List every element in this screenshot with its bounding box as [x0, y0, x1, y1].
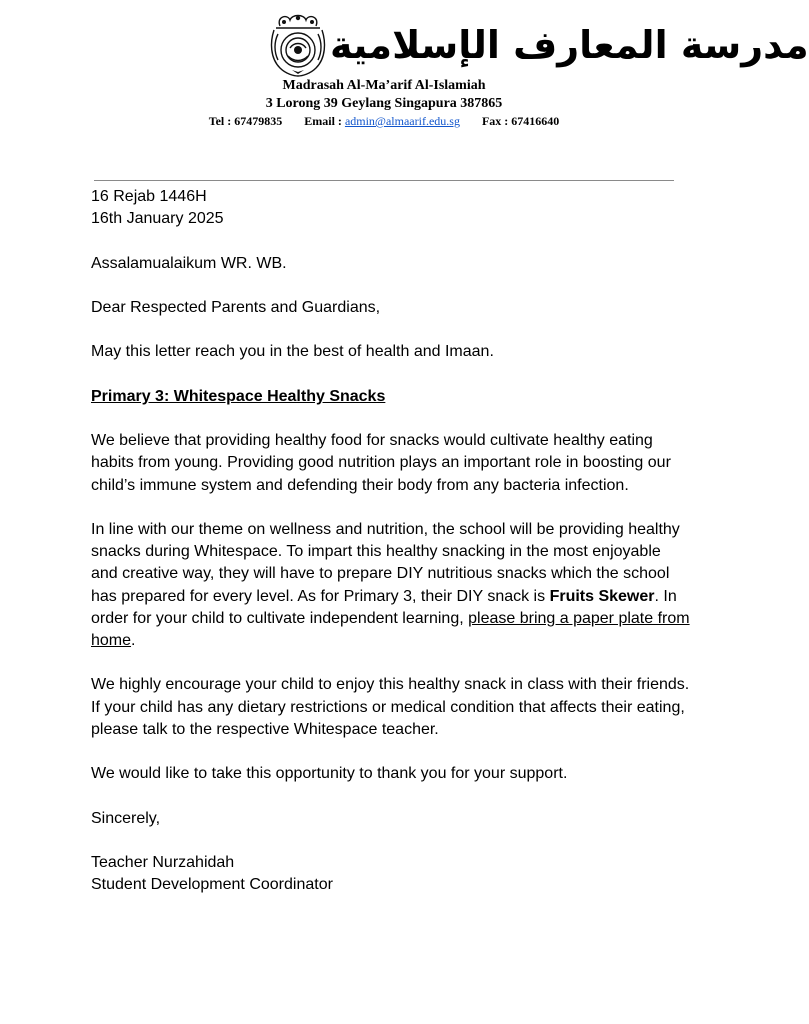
header-divider [94, 180, 674, 181]
gregorian-date: 16th January 2025 [91, 210, 224, 228]
school-name: Madrasah Al-Ma’arif Al-Islamiah [282, 78, 486, 93]
letter-title: Primary 3: Whitespace Healthy Snacks [91, 387, 386, 405]
logo [268, 12, 809, 80]
signatory-name: Teacher Nurzahidah [91, 853, 235, 871]
school-address: 3 Lorong 39 Geylang Singapura 387865 [265, 96, 503, 111]
snack-mid-text: . In order for your child to cultivate independent learning, [91, 587, 677, 627]
opening-line: May this letter reach you in the best of health and Imaan. [91, 343, 494, 361]
greeting: Assalamualaikum WR. WB. [91, 254, 287, 272]
thanks-line: We would like to take this opportunity to thank you for your support. [91, 765, 568, 783]
snack-name: Fruits Skewer [549, 587, 655, 605]
paragraph-encouragement: We highly encourage your child to enjoy this healthy snack in class with their friends. If your child has any dietary restrictions or medical condition that affects their eating, please talk to the respective Whitespace teacher. [91, 676, 690, 738]
snack-intro-text: In line with our theme on wellness and nutrition, the school will be providing healthy snacks during Whitespace. To impart this healthy snacking in the most enjoyable and creative way, they will have to prepare DIY nutritious snacks which the school has prepared for every level. As for Primary 3, their DIY snack is [91, 520, 680, 605]
signatory-title: Student Development Coordinator [91, 876, 333, 894]
letterhead [0, 10, 809, 132]
closing: Sincerely, [91, 809, 161, 827]
paper-plate-request: please bring a paper plate from home [91, 609, 690, 649]
arabic-school-name: مدرسة المعارف الإسلامية [330, 23, 809, 67]
paragraph-nutrition: We believe that providing healthy food for snacks would cultivate healthy eating habits from young. Providing good nutrition plays an important role in boosting our child’s immune system and defending their body from any bacteria infection. [91, 432, 671, 494]
snack-end-text: . [131, 631, 136, 649]
contact-line [0, 114, 768, 129]
paragraph-snack-details [91, 519, 691, 652]
tel-label: Tel : [208, 114, 232, 128]
tel-number: 67479835 [234, 114, 283, 128]
hijri-date: 16 Rejab 1446H [91, 188, 207, 205]
letter-body [91, 186, 691, 896]
salutation: Dear Respected Parents and Guardians, [91, 298, 381, 316]
school-crest-icon [268, 12, 328, 78]
email-label: Email : [304, 114, 342, 128]
fax-number: 67416640 [511, 114, 560, 128]
fax-label: Fax : [481, 114, 509, 128]
email-link[interactable]: admin@almaarif.edu.sg [344, 114, 460, 128]
